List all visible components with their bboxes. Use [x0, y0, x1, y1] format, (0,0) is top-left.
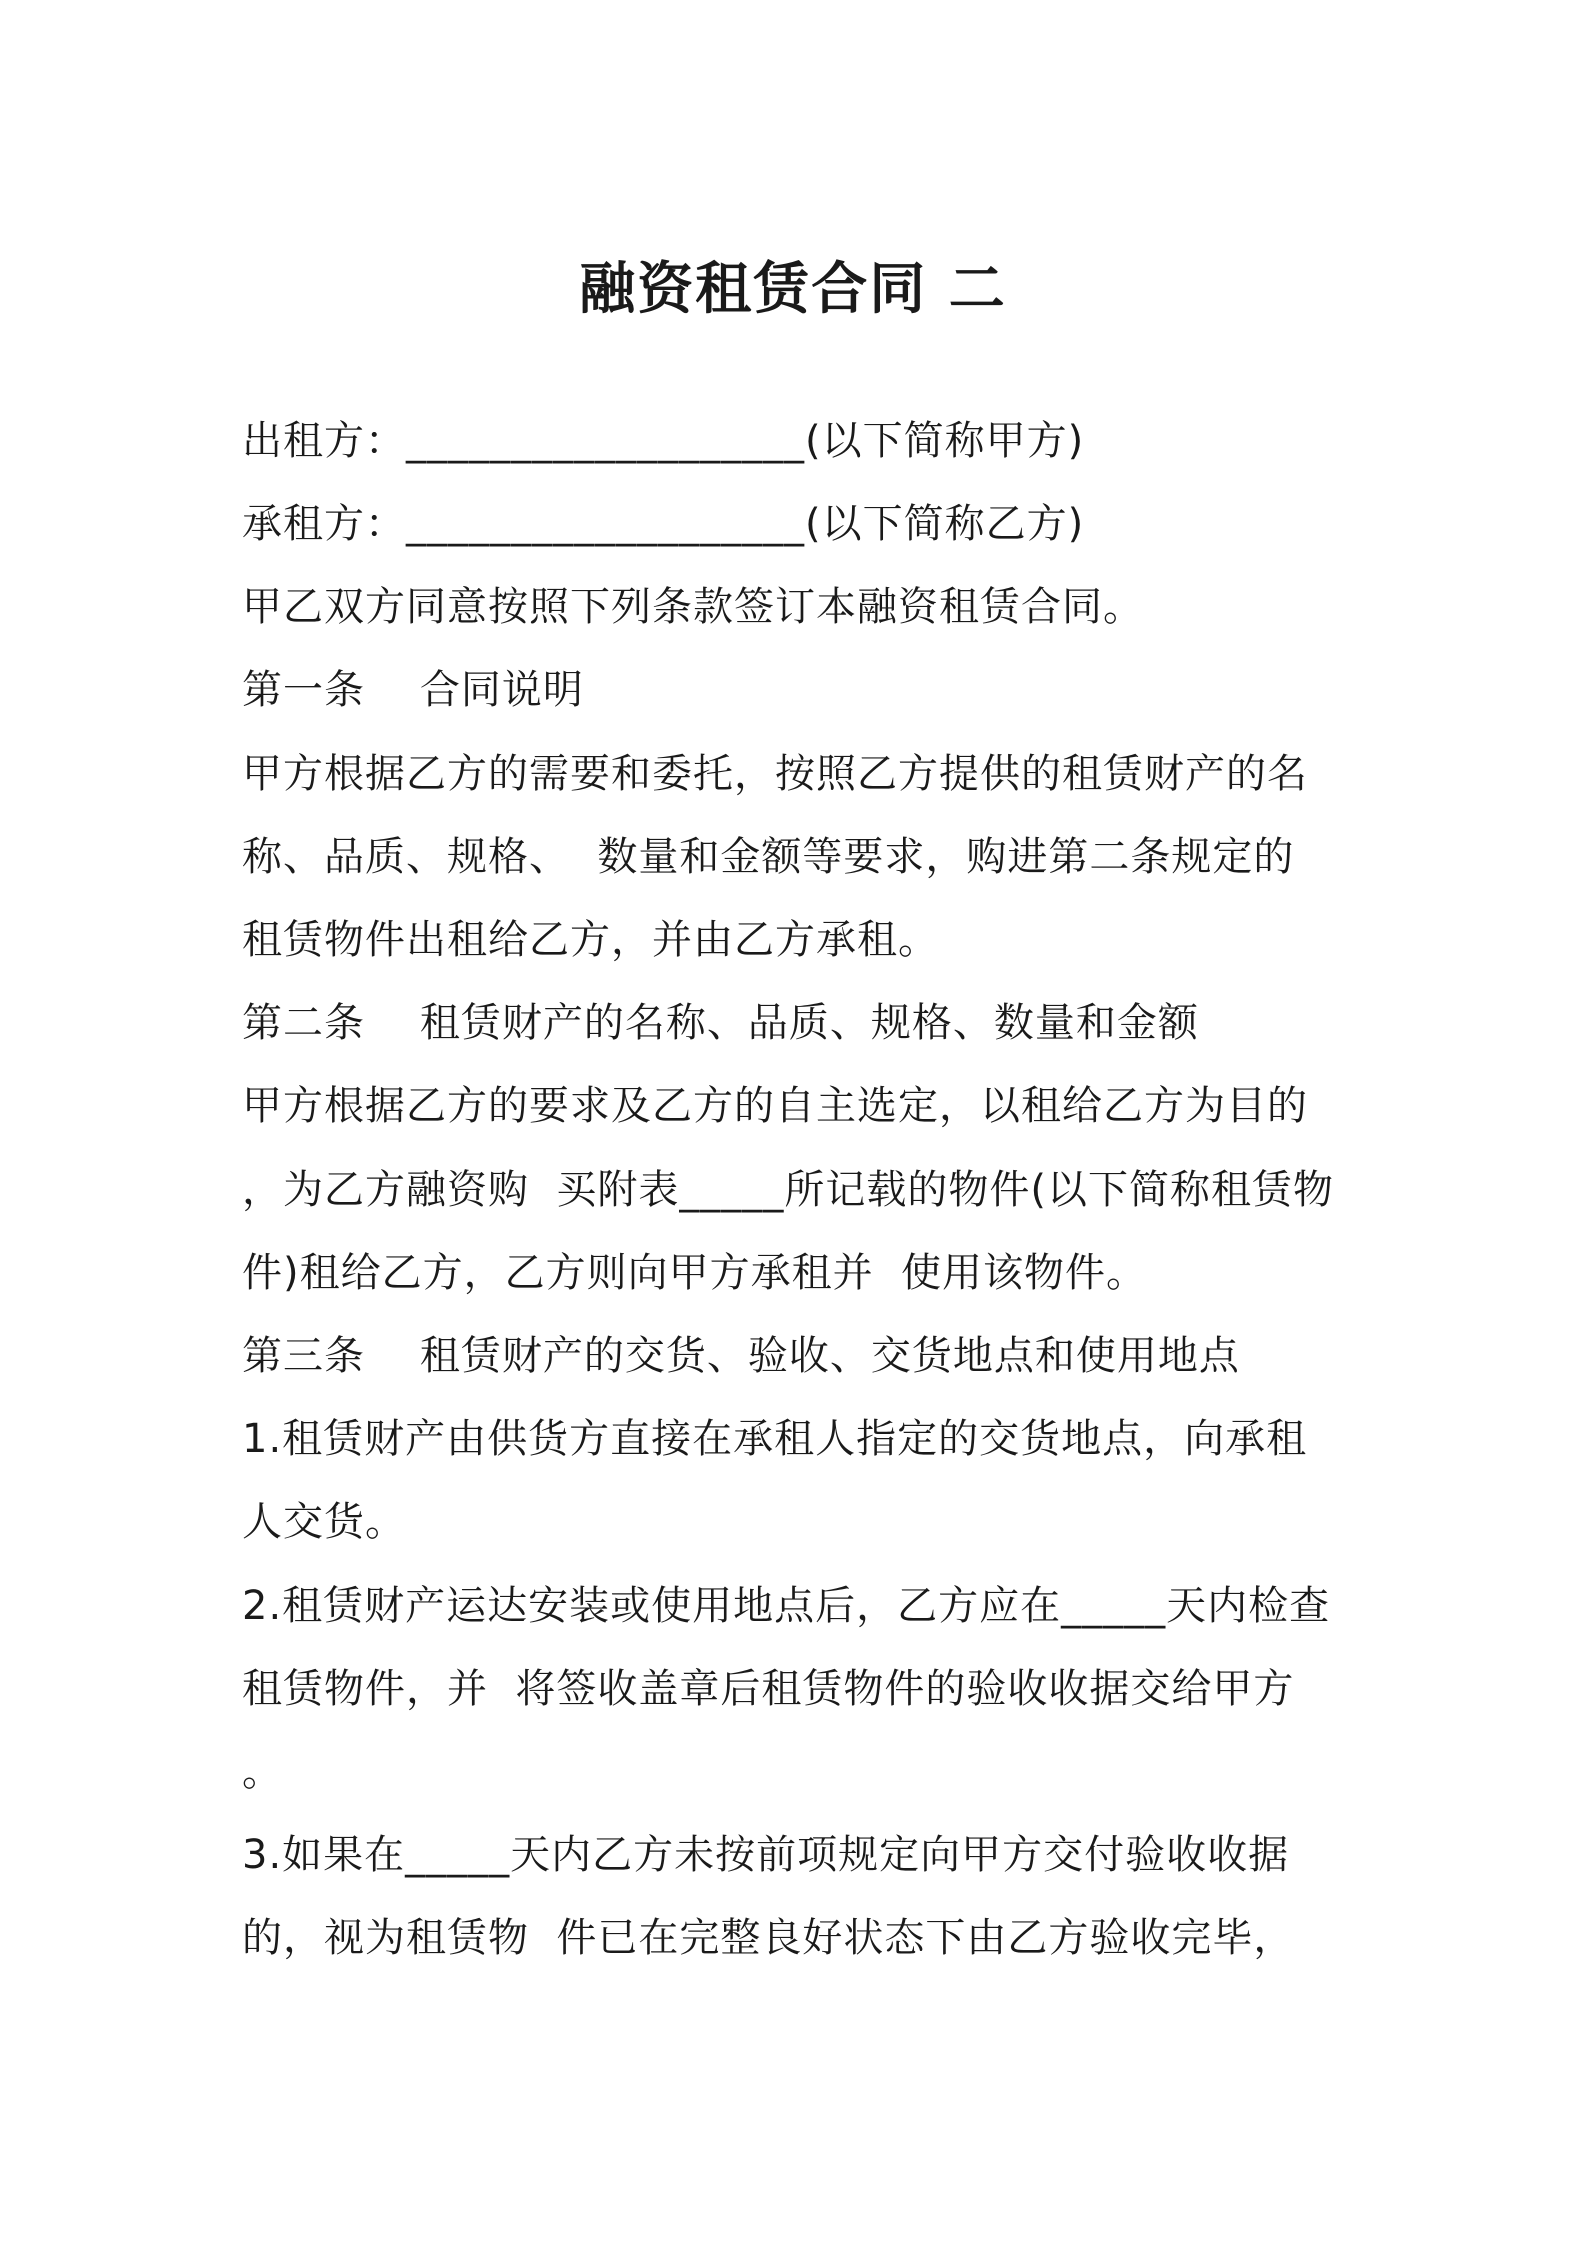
article-1-heading: 第一条 合同说明	[242, 667, 584, 713]
article-2-text-line-3: 件)租给乙方，乙方则向甲方承租并 使用该物件。	[242, 1250, 1148, 1296]
article-3-item-1-line-1: 1.租赁财产由供货方直接在承租人指定的交货地点，向承租	[242, 1416, 1308, 1462]
article-3-item-3-line-1: 3.如果在_____天内乙方未按前项规定向甲方交付验收收据	[242, 1832, 1290, 1878]
article-1-text-line-1: 甲方根据乙方的需要和委托，按照乙方提供的租赁财产的名	[242, 751, 1308, 797]
article-2-text-line-1: 甲方根据乙方的要求及乙方的自主选定，以租给乙方为目的	[242, 1083, 1308, 1129]
article-3-item-1-line-2: 人交货。	[242, 1499, 406, 1545]
lessee-line: 承租方：___________________(以下简称乙方)	[242, 501, 1085, 547]
article-3-heading: 第三条 租赁财产的交货、验收、交货地点和使用地点	[242, 1333, 1240, 1379]
document-title: 融资租赁合同 二	[579, 257, 1007, 322]
article-2-text-line-2: ，为乙方融资购 买附表_____所记载的物件(以下简称租赁物	[242, 1167, 1335, 1213]
agreement-intro: 甲乙双方同意按照下列条款签订本融资租赁合同。	[242, 584, 1144, 630]
article-3-item-3-line-2: 的，视为租赁物 件已在完整良好状态下由乙方验收完毕，	[242, 1915, 1295, 1961]
article-3-item-2-line-3: 。	[242, 1749, 283, 1795]
article-1-text-line-2: 称、品质、规格、 数量和金额等要求，购进第二条规定的	[242, 834, 1295, 880]
article-3-item-2-line-2: 租赁物件，并 将签收盖章后租赁物件的验收收据交给甲方	[242, 1666, 1295, 1712]
article-2-heading: 第二条 租赁财产的名称、品质、规格、数量和金额	[242, 1000, 1199, 1046]
article-3-item-2-line-1: 2.租赁财产运达安装或使用地点后，乙方应在_____天内检查	[242, 1583, 1331, 1629]
article-1-text-line-3: 租赁物件出租给乙方，并由乙方承租。	[242, 917, 939, 963]
lessor-line: 出租方：___________________(以下简称甲方)	[242, 418, 1085, 464]
